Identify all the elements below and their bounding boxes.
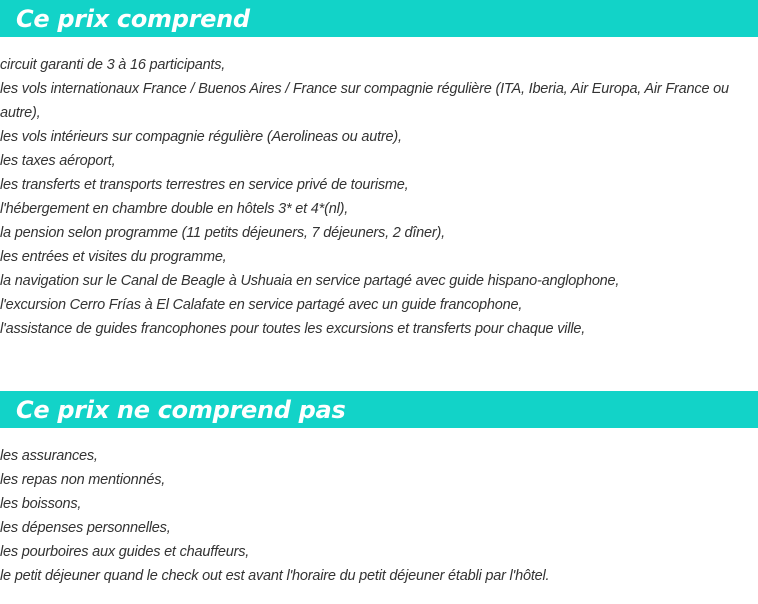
- list-item: l'assistance de guides francophones pour toutes les excursions et transferts pour chaque ville,: [0, 321, 586, 337]
- list-item: les assurances,: [0, 448, 98, 464]
- excludes-header-bar: [0, 391, 758, 428]
- list-item: la pension selon programme (11 petits déjeuners, 7 déjeuners, 2 dîner),: [0, 225, 445, 241]
- includes-header-bar: [0, 0, 758, 37]
- includes-title: Ce prix comprend: [16, 4, 250, 33]
- excludes-list: [0, 444, 752, 588]
- list-item: les boissons,: [0, 496, 82, 512]
- includes-list: [0, 53, 752, 341]
- list-item: les repas non mentionnés,: [0, 472, 166, 488]
- list-item: les vols internationaux France / Buenos Aires / France sur compagnie régulière (ITA, Iberia, Air Europa, Air France ou autre),: [0, 81, 729, 121]
- list-item: les taxes aéroport,: [0, 153, 116, 169]
- list-item: circuit garanti de 3 à 16 participants,: [0, 57, 226, 73]
- excludes-title: Ce prix ne comprend pas: [16, 395, 346, 424]
- list-item: les vols intérieurs sur compagnie régulière (Aerolineas ou autre),: [0, 129, 402, 145]
- list-item: les transferts et transports terrestres en service privé de tourisme,: [0, 177, 409, 193]
- list-item: les pourboires aux guides et chauffeurs,: [0, 544, 250, 560]
- list-item: l'excursion Cerro Frías à El Calafate en service partagé avec un guide francophone,: [0, 297, 523, 313]
- list-item: le petit déjeuner quand le check out est avant l'horaire du petit déjeuner établi par l'hôtel.: [0, 568, 550, 584]
- list-item: les entrées et visites du programme,: [0, 249, 227, 265]
- list-item: l'hébergement en chambre double en hôtels 3* et 4*(nl),: [0, 201, 349, 217]
- list-item: la navigation sur le Canal de Beagle à Ushuaia en service partagé avec guide hispano-anglophone,: [0, 273, 620, 289]
- list-item: les dépenses personnelles,: [0, 520, 171, 536]
